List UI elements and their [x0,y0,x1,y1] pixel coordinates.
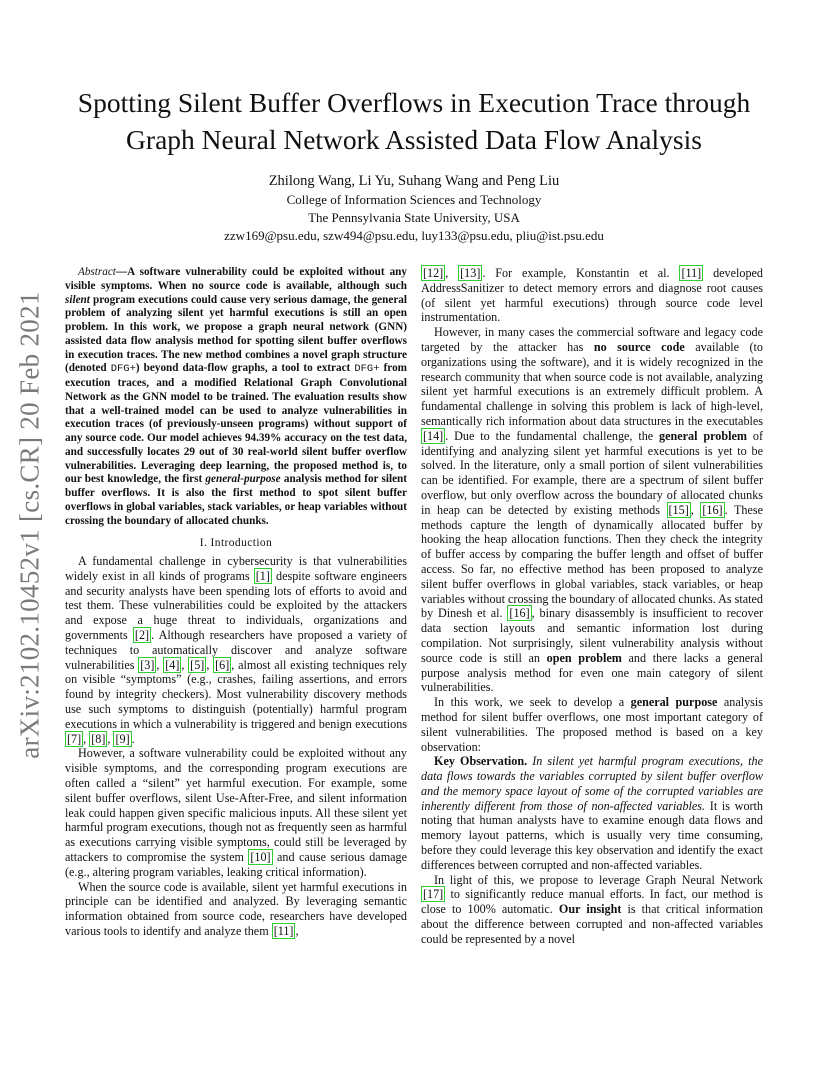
citation-link[interactable]: [16] [509,606,530,621]
citation-link[interactable]: [13] [460,266,481,280]
citation-link[interactable]: [5] [190,657,205,672]
left-column [65,266,407,939]
citation-link[interactable]: [6] [215,657,230,672]
author-emails: zzw169@psu.edu, szw494@psu.edu, luy133@psu.edu, pliu@ist.psu.edu [224,228,604,243]
section-heading-introduction: I. Introduction [199,537,273,550]
affiliation-university: The Pennsylvania State University, USA [308,210,520,225]
intro-paragraph-5: In this work, we seek to develop a general purpose analysis method for silent buffer overflows, one most important category of silent vulnerabilities. The proposed method is based on a key observation: [421,695,764,754]
intro-paragraph-4: However, in many cases the commercial software and legacy code targeted by the attacker has no source code available (to organizations using the software), and it is widely recognized in the research community that when source code is not available, analyzing silent yet harmful executions is an extremely difficult problem. A fundamental challenge in solving this problem is lack of high-level, semantically rich information about data structures in the executables [14] . Due to the fundamental challenge, the general problem of identifying and analyzing silent yet harmful executions is yet to be solved. In the literature, only a small portion of silent vulnerabilities can be identified. For example, there are a spectrum of silent buffer overflow, but only overflow across the boundary of allocated chunks in heap can be detected by existing methods [15] , [16] . These methods capture the length of dynamically allocated buffer by hooking the heap allocation functions. Then they check the integrity of buffer access by comparing the buffer length and offset of buffer access. So far, no effective method has been proposed to analyze silent buffer overflows in global variables, stack variables, or heap variables without crossing the boundary of allocated chunks. As stated by Dinesh et al. [16] , binary disassembly is insufficient to recover data section layouts and semantic information lost during compilation. Not surprisingly, silent vulnerability analysis without source code is still an open problem and there lacks a general purpose analysis method for even one main category of silent vulnerabilities. [421,325,764,695]
arxiv-sidebar [10,290,50,760]
citation-link[interactable]: [17] [423,887,444,902]
citation-link[interactable]: [14] [423,428,444,443]
dfg-plus-term: DFG+ [354,363,380,376]
right-column [421,266,763,947]
citation-link[interactable]: [7] [67,731,82,746]
paper-title [60,84,768,158]
citation-link[interactable]: [3] [140,657,155,672]
key-observation-paragraph: Key Observation. In silent yet harmful program executions, the data flows towards the variables corrupted by silent buffer overflow and the memory space layout of some of the corrupted variables are inherently different from those of non-affected variables. It is worth noting that human analysts have to examine enough data flows and memory layout patterns, which is usually very time consuming, before they could leverage this key observation and identify the exact differences between corrupted and non-affected variables. [421,754,763,872]
author-names: Zhilong Wang, Li Yu, Suhang Wang and Peng Liu [268,173,560,189]
citation-link[interactable]: [4] [165,657,180,672]
abstract: Abstract—A software vulnerability could be exploited without any visible symptoms. When no source code is available, although such silent program executions could cause very serious damage, the general problem of analyzing silent yet harmful executions is still an open problem. In this work, we propose a graph neural network (GNN) assisted data flow analysis method for spotting silent buffer overflows in execution traces. The new method combines a novel graph structure (denoted DFG+) beyond data-flow graphs, a tool to extract DFG+ from execution traces, and a modified Relational Graph Convolutional Network as the GNN model to be trained. The evaluation results show that a well-trained model can be used to analyze vulnerabilities in execution traces (of previously-unseen programs) without support of any source code. Our model achieves 94.39% accuracy on the test data, and successfully locates 29 out of 30 real-world silent buffer overflow vulnerabilities. Leveraging deep learning, the proposed method is, to our best knowledge, the first general-purpose analysis method for silent buffer overflows. It is also the first method to spot silent buffer overflows in global variables, stack variables, or heap variables without crossing the boundary of allocated chunks. [65,266,407,527]
author-block [60,172,768,245]
citation-link[interactable]: [1] [255,568,270,583]
dfg-plus-term: DFG+ [110,363,136,376]
intro-paragraph-1: A fundamental challenge in cybersecurity is that vulnerabilities widely exist in all kinds of programs [1] despite software engineers and security analysts have been spending lots of efforts to avoid and test them. These vulnerabilities could be exploited by the attackers and expose a huge threat to individuals, organizations and governments [2] . Although researchers have proposed a variety of techniques to automatically discover and analyze software vulnerabilities [3] , [4] , [5] , [6] , almost all existing techniques rely on visible “symptoms” (e.g., crashes, failing assertions, and errors found by integrity checkers). Most vulnerability discovery methods use such symptoms to distinguish (potentially) harmful program executions in which a vulnerability is triggered and benign executions [7] , [8] , [9] . [65,554,408,746]
arxiv-identifier: arXiv:2102.10452v1 [cs.CR] 20 Feb 2021 [14,291,45,759]
citation-link[interactable]: [9] [115,731,130,746]
citation-link[interactable]: [2] [134,628,150,643]
intro-paragraph-3-continued: [12] , [13] . For example, Konstantin et al. [11] developed AddressSanitizer to detect memory errors and diagnose root causes (of silent yet harmful executions) through source code level instrumentation. [421,266,763,325]
citation-link[interactable]: [11] [681,266,702,280]
citation-link[interactable]: [16] [702,502,723,517]
intro-paragraph-2: However, a software vulnerability could be exploited without any visible symptoms, and the corresponding program executions are often called a “silent” yet harmful execution. For example, some silent buffer overflows, silent Use-After-Free, and silent information leak could happen given specific malicious inputs. All these silent yet harmful program executions, though not as frequently seen as harmful as executions carrying visible symptoms, could still be leveraged by attackers to compromise the system [10] and cause serious damage (e.g., altering program variables, leaking critical information). [65,746,407,879]
intro-paragraph-6: In light of this, we propose to leverage Graph Neural Network [17] to significantly reduce manual efforts. In fact, our method is close to 100% automatic. Our insight is that critical information about the difference between corrupted and non-affected variables could be represented by a novel [421,872,764,946]
affiliation-college: College of Information Sciences and Technology [286,192,542,207]
citation-link[interactable]: [8] [91,731,106,746]
citation-link[interactable]: [10] [250,849,271,864]
citation-link[interactable]: [12] [423,266,444,280]
title-line-1: Spotting Silent Buffer Overflows in Execution Trace through [77,87,751,118]
abstract-lead: Abstract [78,266,116,278]
title-line-2: Graph Neural Network Assisted Data Flow Analysis [126,124,702,155]
citation-link[interactable]: [11] [273,923,294,938]
citation-link[interactable]: [15] [668,502,689,517]
intro-paragraph-3: When the source code is available, silent yet harmful executions in principle can be identified and analyzed. By leveraging semantic information obtained from source code, researchers have developed various tools to identify and analyze them [11] , [65,879,407,938]
